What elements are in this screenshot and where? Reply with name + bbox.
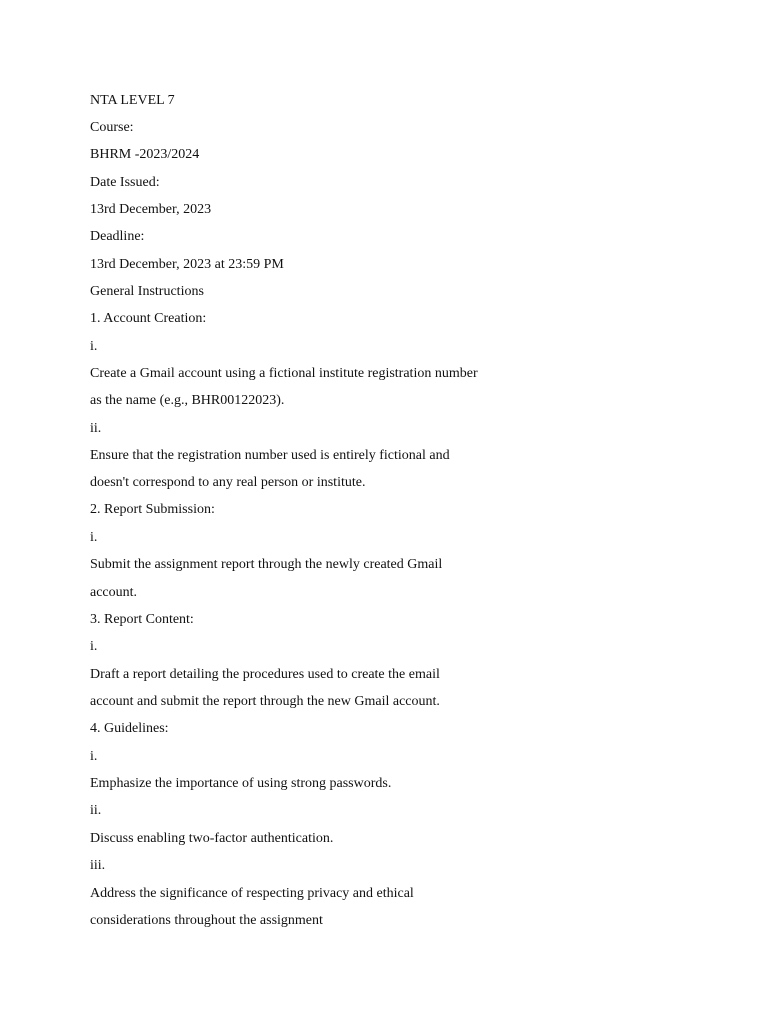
instruction-text: account and submit the report through the new Gmail account. — [90, 694, 440, 709]
instruction-text: Address the significance of respecting privacy and ethical — [90, 886, 414, 901]
instruction-text: as the name (e.g., BHR00122023). — [90, 393, 285, 408]
list-marker: ii. — [90, 421, 102, 436]
course-value: BHRM -2023/2024 — [90, 147, 200, 162]
instruction-text: Discuss enabling two-factor authentication. — [90, 831, 334, 846]
deadline-label: Deadline: — [90, 229, 145, 244]
instruction-text: Draft a report detailing the procedures used to create the email — [90, 667, 440, 682]
deadline-value: 13rd December, 2023 at 23:59 PM — [90, 257, 284, 272]
course-label: Course: — [90, 120, 134, 135]
instruction-text: Create a Gmail account using a fictional institute registration number — [90, 366, 478, 381]
instruction-text: doesn't correspond to any real person or institute. — [90, 475, 366, 490]
instruction-text: Emphasize the importance of using strong passwords. — [90, 776, 392, 791]
instruction-text: Submit the assignment report through the newly created Gmail — [90, 557, 443, 572]
instruction-text: considerations throughout the assignment — [90, 913, 323, 928]
nta-level: NTA LEVEL 7 — [90, 93, 175, 108]
list-marker: ii. — [90, 803, 102, 818]
instruction-text: account. — [90, 585, 138, 600]
guidelines-heading: 4. Guidelines: — [90, 721, 169, 736]
account-creation-heading: 1. Account Creation: — [90, 311, 207, 326]
general-instructions-heading: General Instructions — [90, 284, 204, 299]
report-content-heading: 3. Report Content: — [90, 612, 194, 627]
list-marker: i. — [90, 530, 98, 545]
instruction-text: Ensure that the registration number used is entirely fictional and — [90, 448, 450, 463]
report-submission-heading: 2. Report Submission: — [90, 502, 215, 517]
list-marker: i. — [90, 339, 98, 354]
list-marker: i. — [90, 749, 98, 764]
date-issued-value: 13rd December, 2023 — [90, 202, 212, 217]
list-marker: i. — [90, 639, 98, 654]
list-marker: iii. — [90, 858, 106, 873]
date-issued-label: Date Issued: — [90, 175, 160, 190]
